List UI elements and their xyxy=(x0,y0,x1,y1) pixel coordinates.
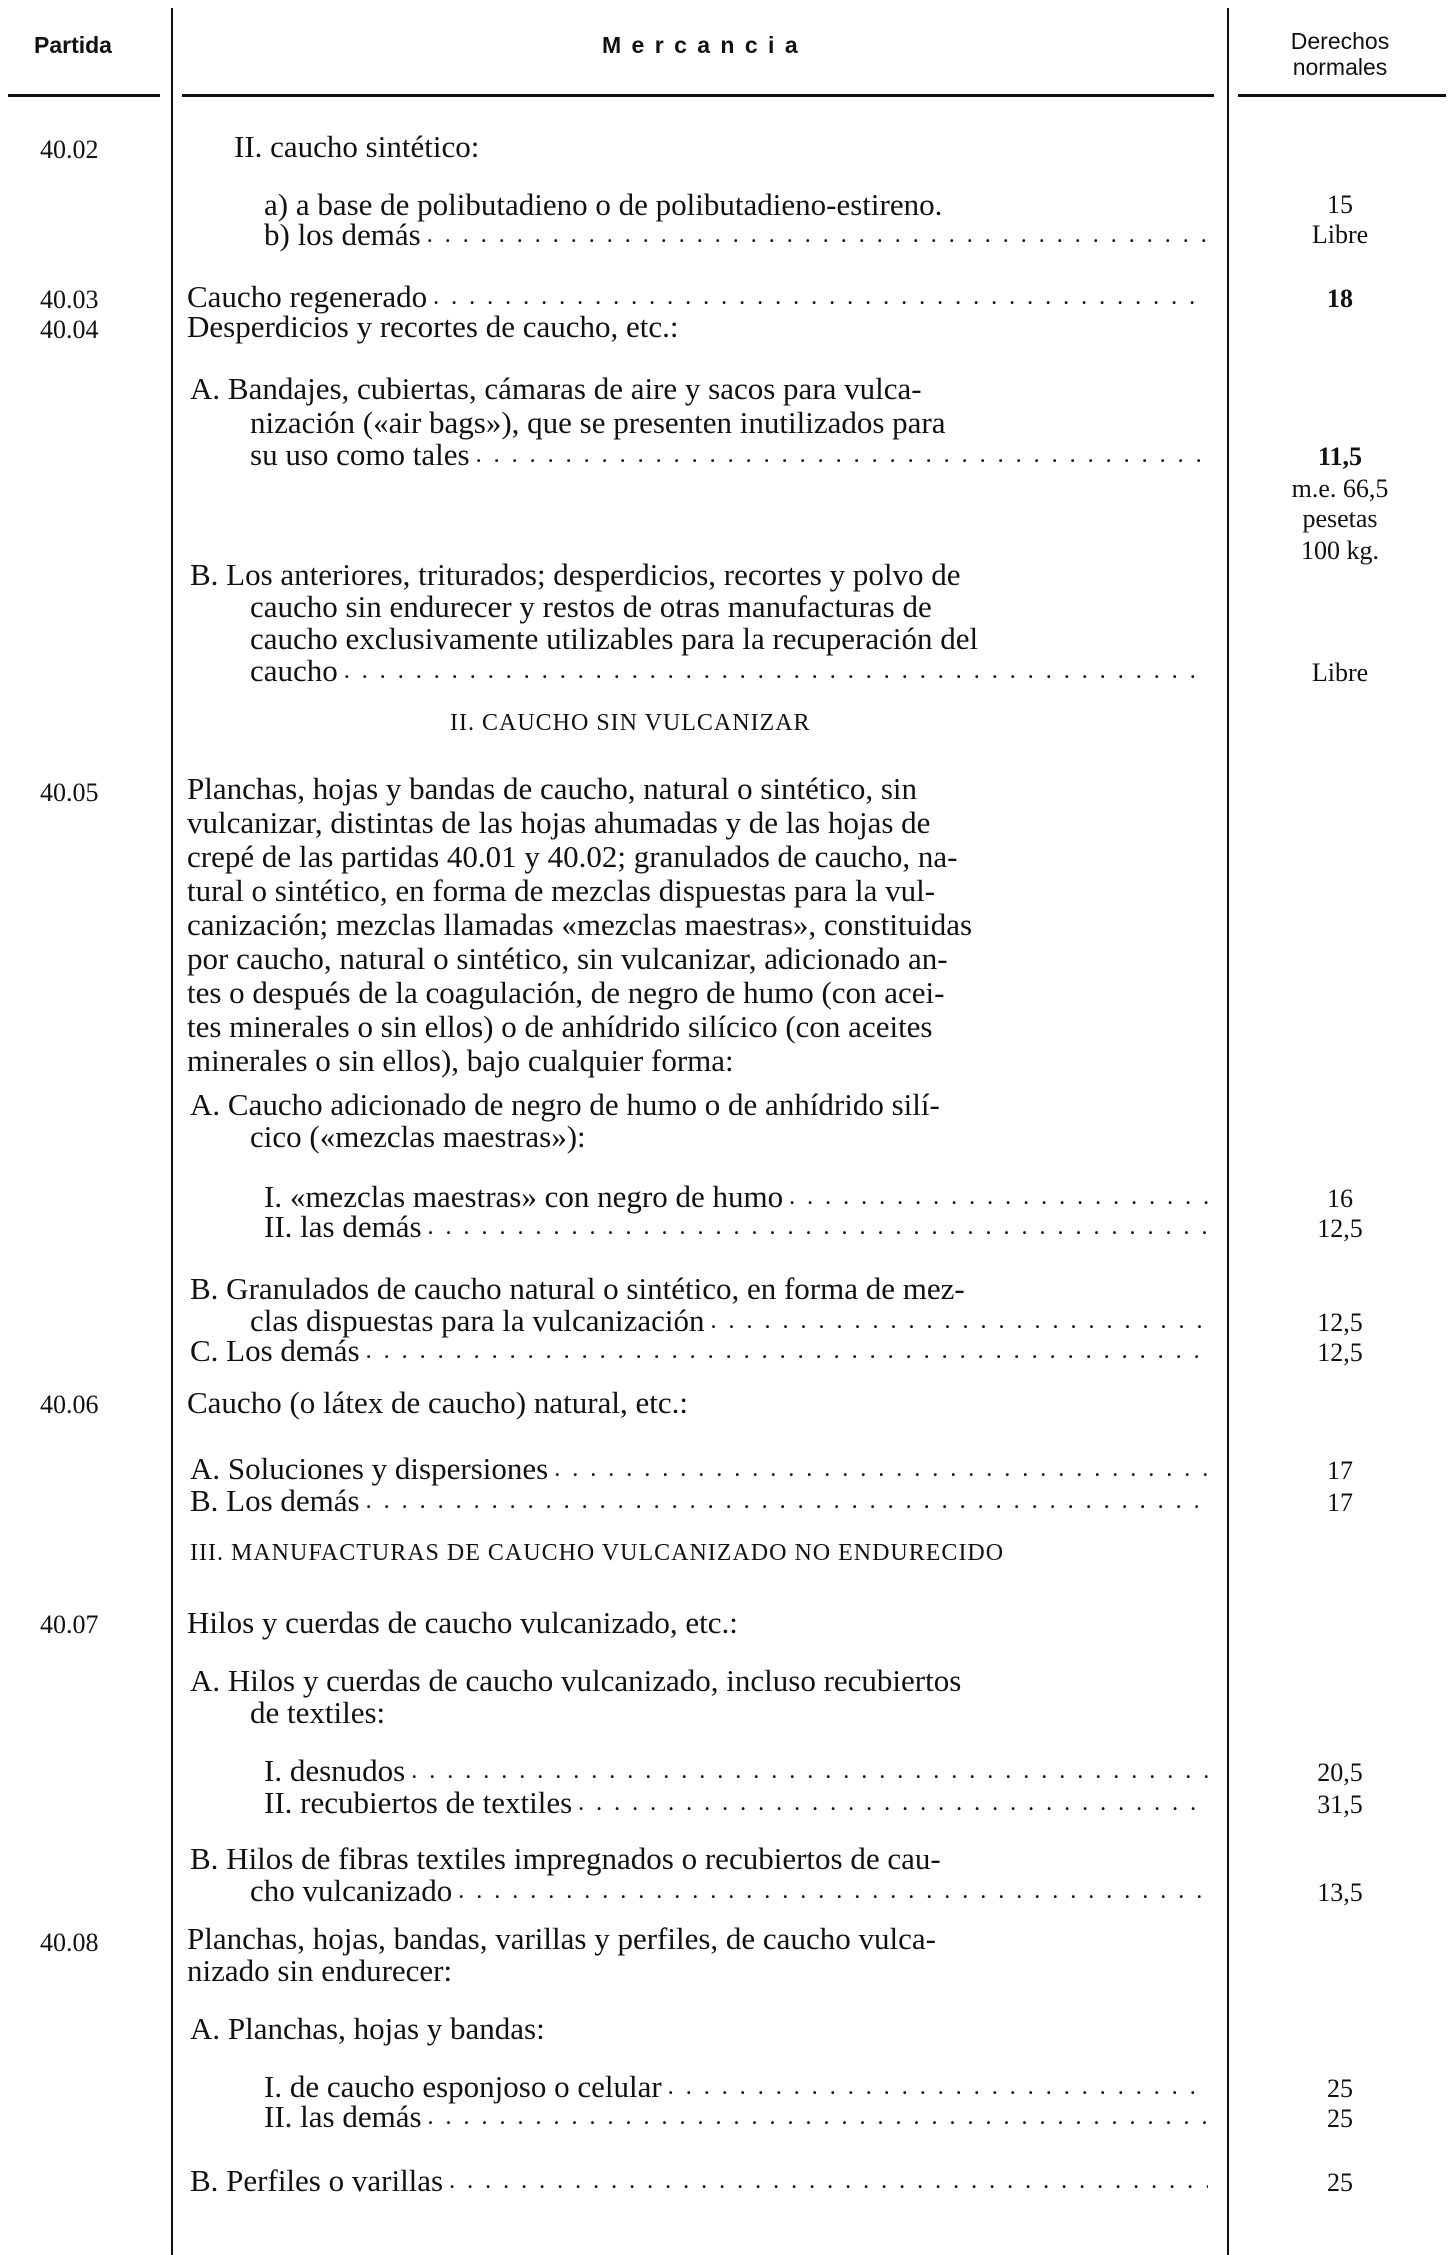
ii-las-demas-planchas xyxy=(264,2100,1208,2134)
partida-40-04: 40.04 xyxy=(40,315,99,344)
header-partida: Partida xyxy=(34,32,112,58)
rate-31-5: 31,5 xyxy=(1317,1790,1363,1819)
desnudos-label: I. desnudos xyxy=(264,1753,406,1788)
rate-libre-2: Libre xyxy=(1311,658,1369,687)
hilos-b-line-1: B. Hilos de fibras textiles impregnados o recubiertos de cau- xyxy=(190,1841,941,1876)
rate-12-5-c: 12,5 xyxy=(1317,1338,1363,1367)
planchas-description xyxy=(187,772,1208,1078)
rate-20-5: 20,5 xyxy=(1317,1758,1363,1787)
adicionado-line-2: cico («mezclas maestras»): xyxy=(250,1119,586,1154)
planchas-line-2: vulcanizar, distintas de las hojas ahumadas y de las hojas de xyxy=(187,805,931,840)
ii-las-demas-planchas-label: II. las demás xyxy=(264,2099,422,2134)
planchas8-line-2: nizado sin endurecer: xyxy=(187,1953,453,1988)
planchas-line-1: Planchas, hojas y bandas de caucho, natural o sintético, sin xyxy=(187,771,918,806)
ii-las-demas-label: II. las demás xyxy=(264,1209,422,1244)
column-divider-right xyxy=(1227,8,1229,2255)
soluciones-dispersiones xyxy=(190,1452,1208,1486)
header-rule-middle xyxy=(182,94,1214,97)
rate-16: 16 xyxy=(1327,1184,1353,1213)
c-los-demas-label: C. Los demás xyxy=(190,1333,360,1368)
a-planchas-hojas: A. Planchas, hojas y bandas: xyxy=(190,2011,545,2046)
rate-11-5: 11,5 xyxy=(1317,442,1363,471)
hilos-cuerdas: Hilos y cuerdas de caucho vulcanizado, etc.: xyxy=(187,1605,738,1640)
partida-40-07: 40.07 xyxy=(40,1610,99,1639)
partida-40-05: 40.05 xyxy=(40,778,99,807)
planchas-line-8: tes minerales o sin ellos) o de anhídrido silícico (con aceites xyxy=(187,1009,933,1044)
hilos-a-line-2: de textiles: xyxy=(250,1695,386,1730)
anteriores-line-3: caucho exclusivamente utilizables para la recuperación del xyxy=(250,621,979,656)
rate-15: 15 xyxy=(1327,190,1353,219)
anteriores-line-4-label: caucho xyxy=(250,653,338,688)
desperdicios-recortes: Desperdicios y recortes de caucho, etc.: xyxy=(187,309,679,344)
planchas-line-4: tural o sintético, en forma de mezclas dispuestas para la vul- xyxy=(187,873,936,908)
rate-25-b: 25 xyxy=(1327,2104,1353,2133)
rate-libre-1: Libre xyxy=(1311,220,1369,249)
planchas-line-9: minerales o sin ellos), bajo cualquier forma: xyxy=(187,1043,734,1078)
planchas8-line-1: Planchas, hojas, bandas, varillas y perfiles, de caucho vulca- xyxy=(187,1921,936,1956)
rate-pesetas: pesetas xyxy=(1302,504,1378,533)
rate-17-a: 17 xyxy=(1327,1456,1353,1485)
planchas-line-6: por caucho, natural o sintético, sin vulcanizar, adicionado an- xyxy=(187,941,948,976)
caucho-regenerado-label: Caucho regenerado xyxy=(187,279,428,314)
item-b-los-demas-label: b) los demás xyxy=(264,217,421,252)
partida-40-02: 40.02 xyxy=(40,135,99,164)
rate-25-a: 25 xyxy=(1327,2074,1353,2103)
header-derechos: Derechos xyxy=(1290,28,1390,54)
anteriores-line-1: B. Los anteriores, triturados; desperdicios, recortes y polvo de xyxy=(190,557,961,592)
header-normales: normales xyxy=(1292,54,1388,80)
section-ii-heading: II. CAUCHO SIN VULCANIZAR xyxy=(450,710,811,736)
section-iii-heading: III. MANUFACTURAS DE CAUCHO VULCANIZADO NO ENDURECIDO xyxy=(190,1540,1005,1566)
perfiles-varillas-label: B. Perfiles o varillas xyxy=(190,2163,444,2198)
item-b-los-demas xyxy=(264,218,1208,252)
bandajes-line-1: A. Bandajes, cubiertas, cámaras de aire y sacos para vulca- xyxy=(190,371,922,406)
bandajes-line-2: nización («air bags»), que se presenten inutilizados para xyxy=(250,405,946,440)
item-a-polibutadieno: a) a base de polibutadieno o de polibutadieno-estireno. xyxy=(264,187,943,222)
adicionado-line-1: A. Caucho adicionado de negro de humo o de anhídrido silí- xyxy=(190,1087,940,1122)
column-divider-left xyxy=(171,8,173,2255)
caucho-esponjoso-label: I. de caucho esponjoso o celular xyxy=(264,2069,662,2104)
rate-me-66-5: m.e. 66,5 xyxy=(1291,474,1389,503)
header-mercancia: M e r c a n c i a xyxy=(602,32,800,58)
b-los-demas xyxy=(190,1484,1208,1518)
header-rule-right xyxy=(1238,94,1446,97)
planchas-line-3: crepé de las partidas 40.01 y 40.02; granulados de caucho, na- xyxy=(187,839,958,874)
desnudos xyxy=(264,1754,1208,1788)
recubiertos-textiles xyxy=(264,1786,1208,1820)
granulados-line-2-label: clas dispuestas para la vulcanización xyxy=(250,1303,705,1338)
bandajes-line-3 xyxy=(250,438,1208,472)
recubiertos-textiles-label: II. recubiertos de textiles xyxy=(264,1785,573,1820)
mezclas-negro-humo-label: I. «mezclas maestras» con negro de humo xyxy=(264,1179,784,1214)
rate-100-kg: 100 kg. xyxy=(1301,536,1379,565)
hilos-a-line-1: A. Hilos y cuerdas de caucho vulcanizado, incluso recubiertos xyxy=(190,1663,962,1698)
b-los-demas-label: B. Los demás xyxy=(190,1483,360,1518)
heading-ii-caucho-sintetico: II. caucho sintético: xyxy=(234,129,480,164)
header-rule-left xyxy=(8,94,160,97)
bandajes-line-3-label: su uso como tales xyxy=(250,437,470,472)
planchas-line-7: tes o después de la coagulación, de negro de humo (con acei- xyxy=(187,975,945,1010)
soluciones-dispersiones-label: A. Soluciones y dispersiones xyxy=(190,1451,549,1486)
rate-12-5-a: 12,5 xyxy=(1317,1214,1363,1243)
hilos-b-line-2 xyxy=(250,1874,1208,1908)
rate-17-b: 17 xyxy=(1327,1488,1353,1517)
granulados-line-2 xyxy=(250,1304,1208,1338)
partida-40-08: 40.08 xyxy=(40,1928,99,1957)
rate-12-5-b: 12,5 xyxy=(1317,1308,1363,1337)
partida-40-03: 40.03 xyxy=(40,285,99,314)
anteriores-line-4 xyxy=(250,654,1208,688)
partida-40-06: 40.06 xyxy=(40,1390,99,1419)
caucho-latex: Caucho (o látex de caucho) natural, etc.: xyxy=(187,1385,688,1420)
rate-25-c: 25 xyxy=(1327,2168,1353,2197)
ii-las-demas xyxy=(264,1210,1208,1244)
planchas-line-5: canización; mezclas llamadas «mezclas maestras», constituidas xyxy=(187,907,973,942)
rate-18: 18 xyxy=(1327,284,1353,313)
c-los-demas xyxy=(190,1334,1208,1368)
anteriores-line-2: caucho sin endurecer y restos de otras manufacturas de xyxy=(250,589,932,624)
rate-13-5: 13,5 xyxy=(1317,1878,1363,1907)
hilos-b-line-2-label: cho vulcanizado xyxy=(250,1873,453,1908)
granulados-line-1: B. Granulados de caucho natural o sintético, en forma de mez- xyxy=(190,1271,965,1306)
perfiles-varillas xyxy=(190,2164,1208,2198)
